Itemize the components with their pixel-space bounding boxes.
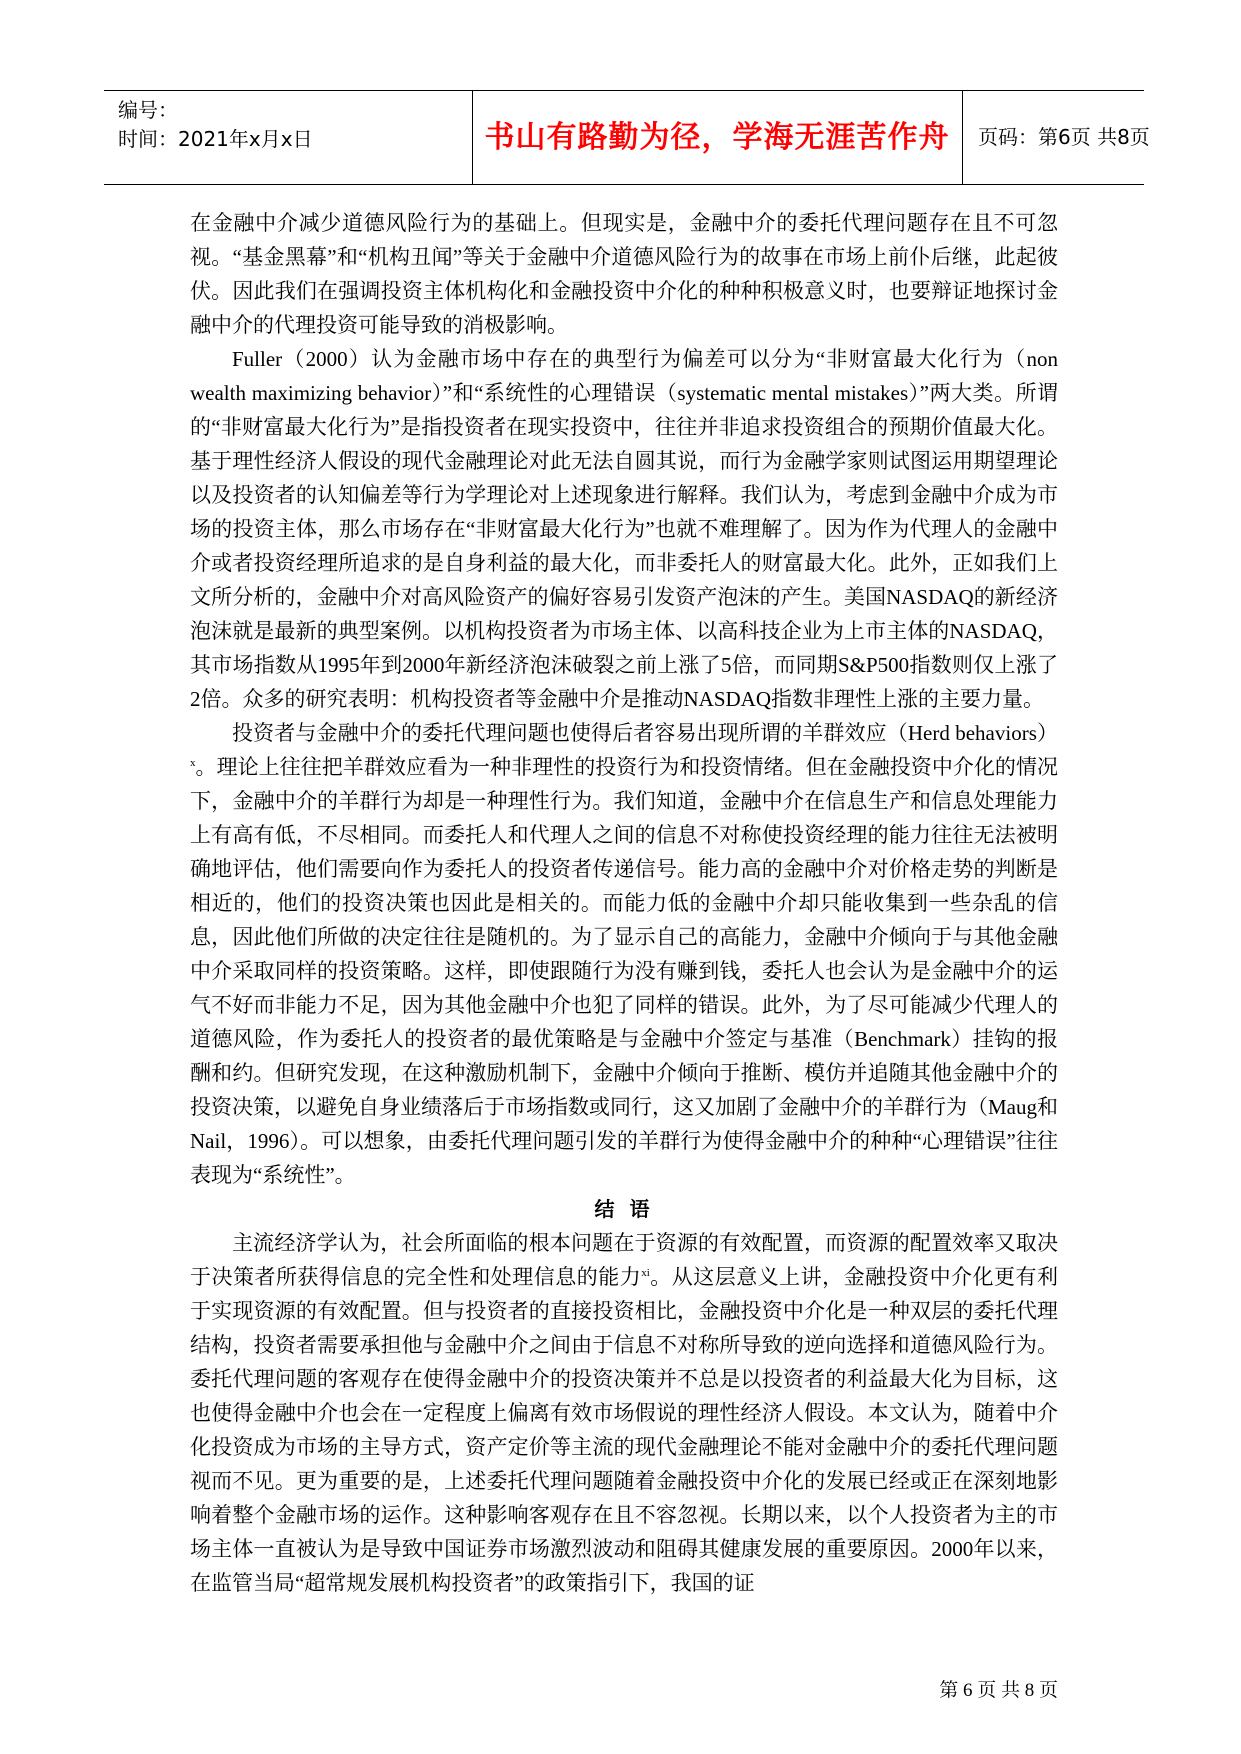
footnote-marker-xi: xi (641, 1267, 650, 1279)
body-paragraph-3 (190, 716, 1058, 1192)
conclusion-paragraph (190, 1226, 1058, 1600)
paragraph-3-start: 投资者与金融中介的委托代理问题也使得后者容易出现所谓的羊群效应（Herd behaviors） (232, 721, 1058, 745)
body-paragraph-2: Fuller（2000）认为金融市场中存在的典型行为偏差可以分为“非财富最大化行为（non wealth maximizing behavior）”和“系统性的心理错误（systematic mental mistakes）”两大类。所谓的“非财富最大化行为”是指投资者在现实投资中，往往并非追求投资组合的预期价值最大化。基于理性经济人假设的现代金融理论对此无法自圆其说，而行为金融学家则试图运用期望理论以及投资者的认知偏差等行为学理论对上述现象进行解释。我们认为，考虑到金融中介成为市场的投资主体，那么市场存在“非财富最大化行为”也就不难理解了。因为作为代理人的金融中介或者投资经理所追求的是自身利益的最大化，而非委托人的财富最大化。此外，正如我们上文所分析的，金融中介对高风险资产的偏好容易引发资产泡沫的产生。美国NASDAQ的新经济泡沫就是最新的典型案例。以机构投资者为市场主体、以高科技企业为上市主体的NASDAQ，其市场指数从1995年到2000年新经济泡沫破裂之前上涨了5倍，而同期S&P500指数则仅上涨了2倍。众多的研究表明：机构投资者等金融中介是推动NASDAQ指数非理性上涨的主要力量。 (190, 347, 1058, 711)
document-header (104, 90, 1150, 185)
document-number-label: 编号： (118, 98, 178, 122)
header-motto: 书山有路勤为径，学海无涯苦作舟 (484, 120, 950, 155)
document-time-label: 时间：2021年x月x日 (118, 127, 313, 151)
document-body (190, 206, 1058, 1600)
footnote-marker-x: x (190, 757, 196, 769)
header-page-info: 页码：第6页 共8页 (978, 125, 1150, 149)
conclusion-start: 主流经济学认为，社会所面临的根本问题在于资源的有效配置，而资源的配置效率又取决于决策者所获得信息的完全性和处理信息的能力 (190, 1231, 1058, 1289)
paragraph-3-rest: 。理论上往往把羊群效应看为一种非理性的投资行为和投资情绪。但在金融投资中介化的情况下，金融中介的羊群行为却是一种理性行为。我们知道，金融中介在信息生产和信息处理能力上有高有低，不尽相同。而委托人和代理人之间的信息不对称使投资经理的能力往往无法被明确地评估，他们需要向作为委托人的投资者传递信号。能力高的金融中介对价格走势的判断是相近的，他们的投资决策也因此是相关的。而能力低的金融中介却只能收集到一些杂乱的信息，因此他们所做的决定往往是随机的。为了显示自己的高能力，金融中介倾向于与其他金融中介采取同样的投资策略。这样，即使跟随行为没有赚到钱，委托人也会认为是金融中介的运气不好而非能力不足，因为其他金融中介也犯了同样的错误。此外，为了尽可能减少代理人的道德风险，作为委托人的投资者的最优策略是与金融中介签定与基准（Benchmark）挂钩的报酬和约。但研究发现，在这种激励机制下，金融中介倾向于推断、模仿并追随其他金融中介的投资决策，以避免自身业绩落后于市场指数或同行，这又加剧了金融中介的羊群行为（Maug和Nail，1996）。可以想象，由委托代理问题引发的羊群行为使得金融中介的种种“心理错误”往往表现为“系统性”。 (190, 755, 1058, 1187)
header-meta (118, 91, 470, 184)
conclusion-rest: 。从这层意义上讲，金融投资中介化更有利于实现资源的有效配置。但与投资者的直接投资相比，金融投资中介化是一种双层的委托代理结构，投资者需要承担他与金融中介之间由于信息不对称所导致的逆向选择和道德风险行为。委托代理问题的客观存在使得金融中介的投资决策并不总是以投资者的利益最大化为目标，这也使得金融中介也会在一定程度上偏离有效市场假说的理性经济人假设。本文认为，随着中介化投资成为市场的主导方式，资产定价等主流的现代金融理论不能对金融中介的委托代理问题视而不见。更为重要的是，上述委托代理问题随着金融投资中介化的发展已经或正在深刻地影响着整个金融市场的运作。这种影响客观存在且不容忽视。长期以来，以个人投资者为主的市场主体一直被认为是导致中国证券市场激烈波动和阻碍其健康发展的重要原因。2000年以来，在监管当局“超常规发展机构投资者”的政策指引下，我国的证 (190, 1265, 1058, 1595)
header-divider-right (962, 91, 963, 184)
body-paragraph-1: 在金融中介减少道德风险行为的基础上。但现实是，金融中介的委托代理问题存在且不可忽视。“基金黑幕”和“机构丑闻”等关于金融中介道德风险行为的故事在市场上前仆后继，此起彼伏。因此我们在强调投资主体机构化和金融投资中介化的种种积极意义时，也要辩证地探讨金融中介的代理投资可能导致的消极影响。 (190, 211, 1058, 337)
page-footer: 第 6 页 共 8 页 (939, 1680, 1058, 1701)
section-title-conclusion: 结 语 (594, 1197, 654, 1221)
